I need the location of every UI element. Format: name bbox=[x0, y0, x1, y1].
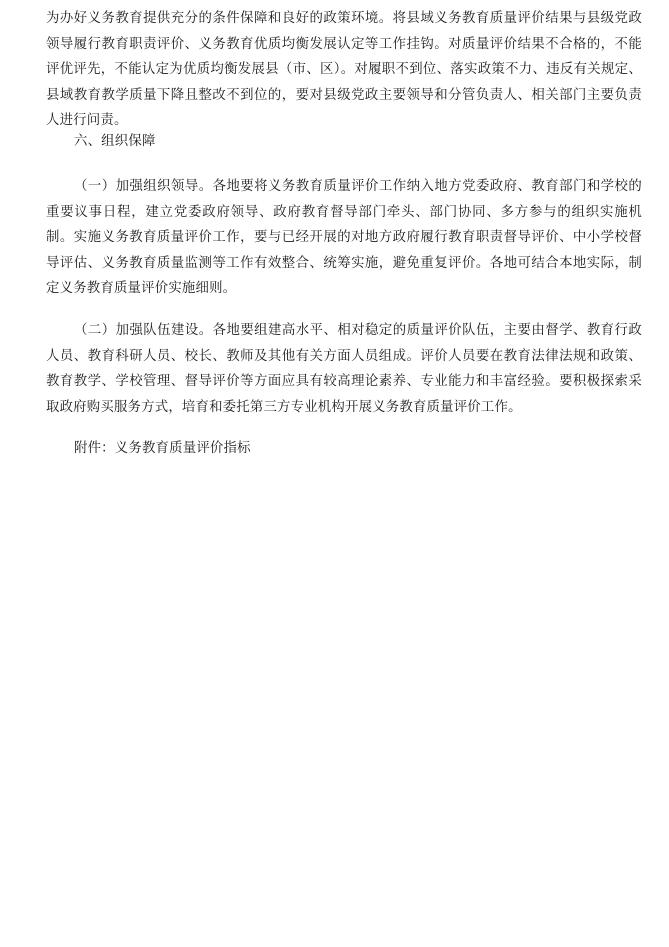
paragraph-team-building: （二）加强队伍建设。各地要组建高水平、相对稳定的质量评价队伍，主要由督学、教育行政人员、教育科研人员、校长、教师及其他有关方面人员组成。评价人员要在教育法律法规和政策、教育教学、学校管理、督导评价等方面应具有较高理论素养、专业能力和丰富经验。要积极探索采取政府购买服务方式，培育和委托第三方专业机构开展义务教育质量评价工作。 bbox=[46, 323, 642, 415]
paragraph-continuation: 为办好义务教育提供充分的条件保障和良好的政策环境。将县域义务教育质量评价结果与县级党政领导履行教育职责评价、义务教育优质均衡发展认定等工作挂钩。对质量评价结果不合格的，不能评优评先，不能认定为优质均衡发展县（市、区）。对履职不到位、落实政策不力、违反有关规定、县域教育教学质量下降且整改不到位的，要对县级党政主要领导和分管负责人、相关部门主要负责人进行问责。 bbox=[46, 11, 642, 128]
paragraph-organization-leadership: （一）加强组织领导。各地要将义务教育质量评价工作纳入地方党委政府、教育部门和学校的重要议事日程，建立党委政府领导、政府教育督导部门牵头、部门协同、多方参与的组织实施机制。实施义务教育质量评价工作，要与已经开展的对地方政府履行教育职责督导评价、中小学校督导评估、义务教育质量监测等工作有效整合、统筹实施，避免重复评价。各地可结合本地实际，制定义务教育质量评价实施细则。 bbox=[46, 179, 642, 296]
attachment-note[interactable]: 附件：义务教育质量评价指标 bbox=[74, 441, 251, 456]
section-heading: 六、组织保障 bbox=[74, 134, 156, 149]
